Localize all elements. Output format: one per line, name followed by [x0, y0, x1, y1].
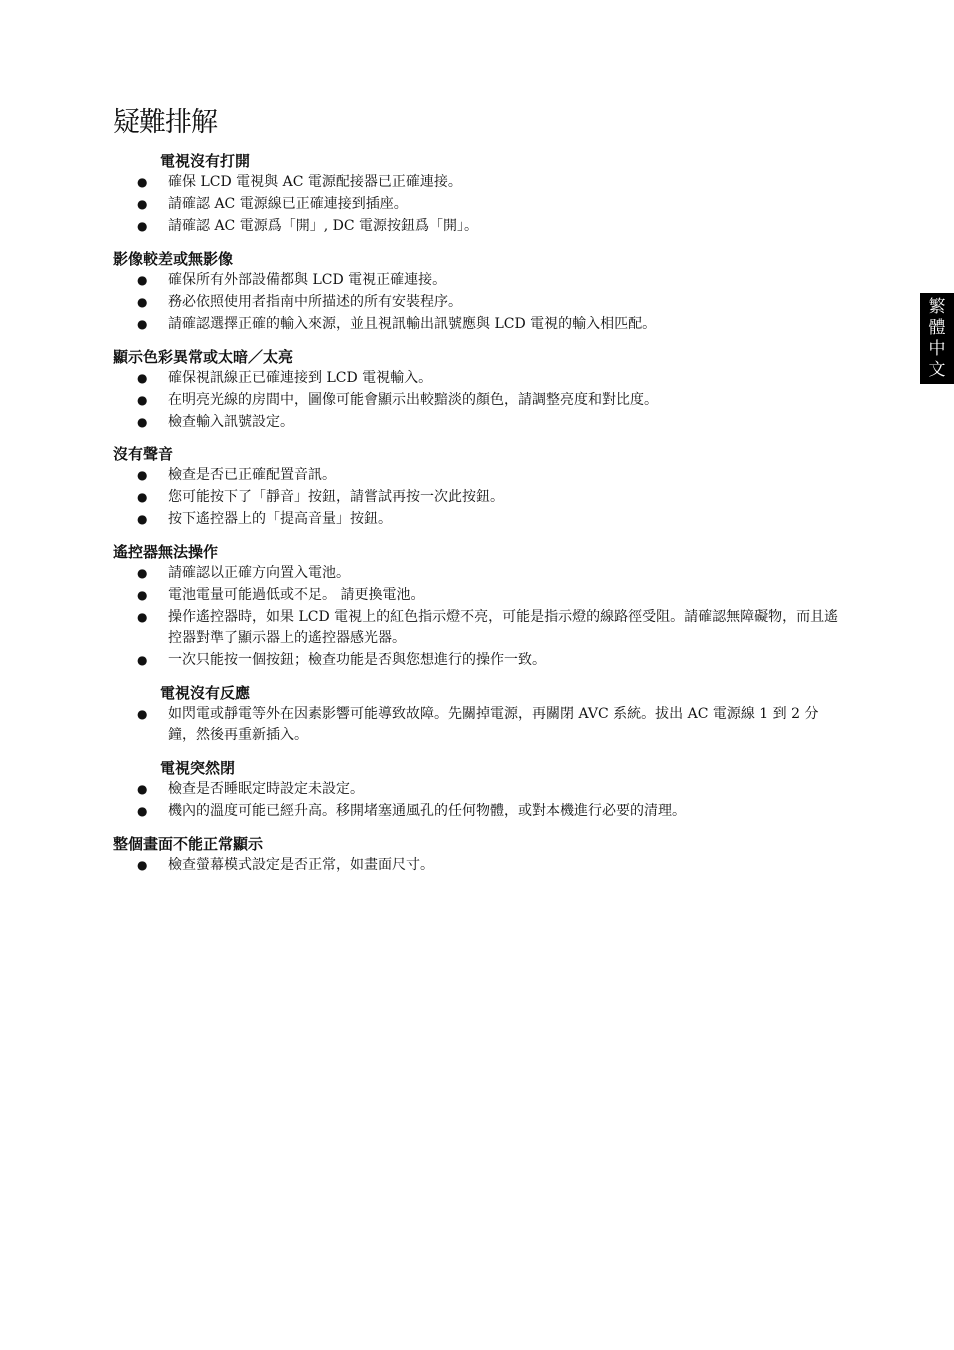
section-screen-display [0, 834, 954, 876]
list-item: ● 按下遙控器上的「提高音量」按鈕。 [0, 509, 954, 530]
section-title: 沒有聲音 [113, 445, 174, 463]
section-title: 影像較差或無影像 [113, 250, 234, 268]
language-tab-char: 體 [928, 317, 946, 338]
bullet-icon: ● [137, 219, 148, 233]
list-item: ● 請確認選擇正確的輸入來源，並且視訊輸出訊號應與 LCD 電視的輸入相匹配。 [0, 314, 954, 335]
bullet-list [0, 368, 954, 433]
list-item: ● 一次只能按一個按鈕；檢查功能是否與您想進行的操作一致。 [0, 650, 954, 671]
list-item: ● 請確認 AC 電源線已正確連接到插座。 [0, 194, 954, 215]
bullet-icon: ● [137, 610, 148, 624]
bullet-icon: ● [137, 393, 148, 407]
list-item: ● 確保視訊線正已確連接到 LCD 電視輸入。 [0, 368, 954, 389]
bullet-list [0, 270, 954, 335]
section-title: 電視突然閉 [160, 759, 236, 777]
section-tv-no-response [0, 683, 954, 746]
bullet-icon: ● [137, 804, 148, 818]
bullet-icon: ● [137, 371, 148, 385]
section-tv-not-on [0, 151, 954, 237]
bullet-icon: ● [137, 512, 148, 526]
section-title: 整個畫面不能正常顯示 [113, 835, 264, 853]
section-title: 顯示色彩異常或太暗／太亮 [113, 348, 294, 366]
language-tab-char: 文 [928, 359, 946, 380]
section-title: 電視沒有打開 [160, 152, 251, 170]
list-item: ● 檢查螢幕模式設定是否正常，如畫面尺寸。 [0, 855, 954, 876]
bullet-icon: ● [137, 858, 148, 872]
list-item: ● 您可能按下了「靜音」按鈕，請嘗試再按一次此按鈕。 [0, 487, 954, 508]
bullet-list [0, 855, 954, 876]
section-tv-sudden-off [0, 758, 954, 822]
list-item: ● 務必依照使用者指南中所描述的所有安裝程序。 [0, 292, 954, 313]
list-item: ● 檢查是否睡眠定時設定未設定。 [0, 779, 954, 800]
list-item: ● 電池電量可能過低或不足。 請更換電池。 [0, 585, 954, 606]
list-item: ● 檢查是否已正確配置音訊。 [0, 465, 954, 486]
list-item: ● 確保所有外部設備都與 LCD 電視正確連接。 [0, 270, 954, 291]
bullet-icon: ● [137, 415, 148, 429]
language-tab-char: 中 [928, 338, 946, 359]
bullet-list [0, 704, 954, 746]
list-item: ● 請確認 AC 電源爲「開」, DC 電源按鈕爲「開」。 [0, 216, 954, 237]
section-remote-not-working [0, 542, 954, 671]
bullet-icon: ● [137, 782, 148, 796]
bullet-icon: ● [137, 588, 148, 602]
page-title: 疑難排解 [113, 107, 217, 138]
list-item: ● 機內的溫度可能已經升高。移開堵塞通風孔的任何物體，或對本機進行必要的清理。 [0, 801, 954, 822]
bullet-list [0, 563, 954, 671]
bullet-icon: ● [137, 273, 148, 287]
bullet-icon: ● [137, 197, 148, 211]
bullet-list [0, 172, 954, 237]
bullet-icon: ● [137, 566, 148, 580]
bullet-icon: ● [137, 295, 148, 309]
list-item: ● 操作遙控器時，如果 LCD 電視上的紅色指示燈不亮，可能是指示燈的線路徑受阻。請確認無障礙物，而且遙控器對準了顯示器上的遙控器感光器。 [137, 609, 839, 646]
list-item: ● 確保 LCD 電視與 AC 電源配接器已正確連接。 [0, 172, 954, 193]
language-tab-char: 繁 [928, 296, 946, 317]
list-item: ● 請確認以正確方向置入電池。 [0, 563, 954, 584]
section-color-brightness [0, 347, 954, 433]
list-item: ● 在明亮光線的房間中，圖像可能會顯示出較黯淡的顏色，請調整亮度和對比度。 [0, 390, 954, 411]
bullet-icon: ● [137, 175, 148, 189]
section-no-sound [0, 444, 954, 530]
bullet-list [0, 779, 954, 822]
section-title: 遙控器無法操作 [113, 543, 219, 561]
bullet-icon: ● [137, 490, 148, 504]
bullet-icon: ● [137, 317, 148, 331]
list-item: ● 檢查輸入訊號設定。 [0, 412, 954, 433]
list-item: ● 如閃電或靜電等外在因素影響可能導致故障。先關掉電源，再關閉 AVC 系統。拔出 AC 電源線 1 到 2 分鐘，然後再重新插入。 [137, 706, 819, 743]
section-poor-image [0, 249, 954, 335]
bullet-icon: ● [137, 653, 148, 667]
bullet-list [0, 465, 954, 530]
bullet-icon: ● [137, 468, 148, 482]
section-title: 電視沒有反應 [160, 684, 251, 702]
bullet-icon: ● [137, 707, 148, 721]
